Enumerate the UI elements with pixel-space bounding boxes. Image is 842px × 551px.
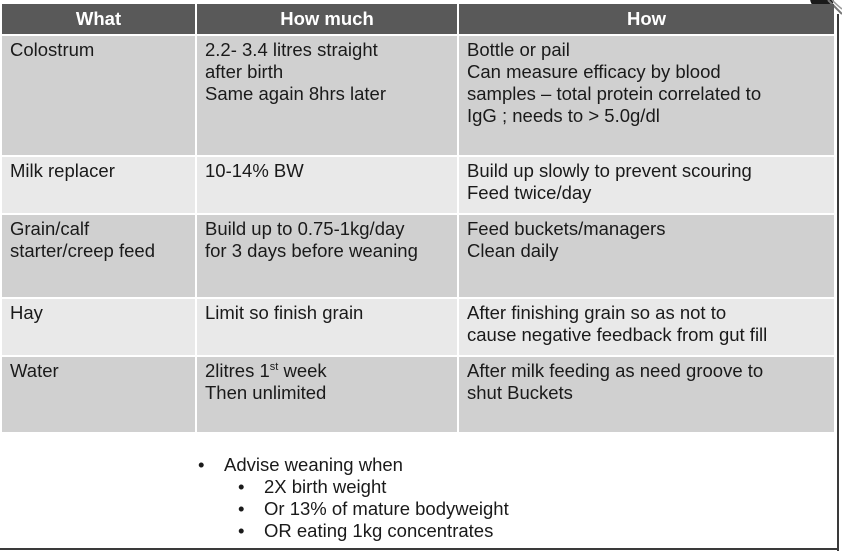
bullet-dot-icon: • — [238, 498, 245, 519]
cell-line: Hay — [10, 302, 43, 323]
cell-what — [2, 35, 196, 156]
cell-how-much — [196, 356, 458, 432]
cell-how-much — [196, 298, 458, 356]
bullet-item — [198, 454, 509, 476]
table-row-milk-replacer — [2, 156, 834, 214]
cell-line: Feed twice/day — [467, 182, 592, 203]
cell-line: Milk replacer — [10, 160, 115, 181]
cell-what — [2, 156, 196, 214]
cell-line: Grain/calf — [10, 218, 90, 239]
header-how-much: How much — [196, 4, 458, 35]
header-how: How — [458, 4, 834, 35]
cell-what — [2, 298, 196, 356]
cell-line: for 3 days before weaning — [205, 240, 418, 261]
table-row-grain — [2, 214, 834, 298]
bullet-text: Or 13% of mature bodyweight — [264, 498, 509, 519]
bullet-dot-icon: • — [238, 476, 245, 497]
bullet-dot-icon: • — [198, 454, 205, 475]
cell-line: Then unlimited — [205, 382, 327, 403]
cell-line: after birth — [205, 61, 284, 82]
cell-line: cause negative feedback from gut fill — [467, 324, 768, 345]
cell-how — [458, 214, 834, 298]
cell-line: Clean daily — [467, 240, 559, 261]
cell-line: 10-14% BW — [205, 160, 304, 181]
bullet-dot-icon: • — [238, 520, 245, 541]
header-what: What — [2, 4, 196, 35]
cell-line — [205, 360, 449, 382]
bullet-item — [198, 498, 509, 520]
cell-line: Feed buckets/managers — [467, 218, 666, 239]
cell-line: After finishing grain so as not to — [467, 302, 727, 323]
cell-what — [2, 356, 196, 432]
ordinal-superscript: st — [269, 361, 279, 373]
cell-line: IgG ; needs to > 5.0g/dl — [467, 105, 660, 126]
slide-right-border — [837, 14, 839, 551]
bullet-item — [198, 520, 509, 542]
cell-how — [458, 35, 834, 156]
bullet-item — [198, 476, 509, 498]
cell-line: samples – total protein correlated to — [467, 83, 762, 104]
table-header-row — [2, 4, 834, 35]
water-amount-text: 2litres 1 — [205, 360, 270, 381]
weaning-bullet-list — [198, 454, 509, 542]
bullet-text: Advise weaning when — [224, 454, 403, 475]
table-row-water — [2, 356, 834, 432]
cell-what — [2, 214, 196, 298]
cell-line: shut Buckets — [467, 382, 573, 403]
cell-line: 2.2- 3.4 litres straight — [205, 39, 378, 60]
cell-line: Colostrum — [10, 39, 95, 60]
bullet-text: OR eating 1kg concentrates — [264, 520, 494, 541]
cell-line: Bottle or pail — [467, 39, 570, 60]
feeding-table — [2, 4, 834, 432]
cell-how-much — [196, 35, 458, 156]
water-amount-suffix: week — [278, 360, 327, 381]
cell-line: After milk feeding as need groove to — [467, 360, 764, 381]
cell-how — [458, 156, 834, 214]
cell-line: Same again 8hrs later — [205, 83, 386, 104]
cell-line: Build up to 0.75-1kg/day — [205, 218, 405, 239]
bullet-text: 2X birth weight — [264, 476, 387, 497]
cell-line: Can measure efficacy by blood — [467, 61, 721, 82]
cell-how-much — [196, 156, 458, 214]
cell-line: Build up slowly to prevent scouring — [467, 160, 752, 181]
table-row-colostrum — [2, 35, 834, 156]
table-row-hay — [2, 298, 834, 356]
cell-how-much — [196, 214, 458, 298]
cell-how — [458, 356, 834, 432]
cell-line: Water — [10, 360, 59, 381]
cell-line: starter/creep feed — [10, 240, 155, 261]
slide-bottom-border — [0, 548, 839, 550]
cell-line: Limit so finish grain — [205, 302, 364, 323]
cell-how — [458, 298, 834, 356]
